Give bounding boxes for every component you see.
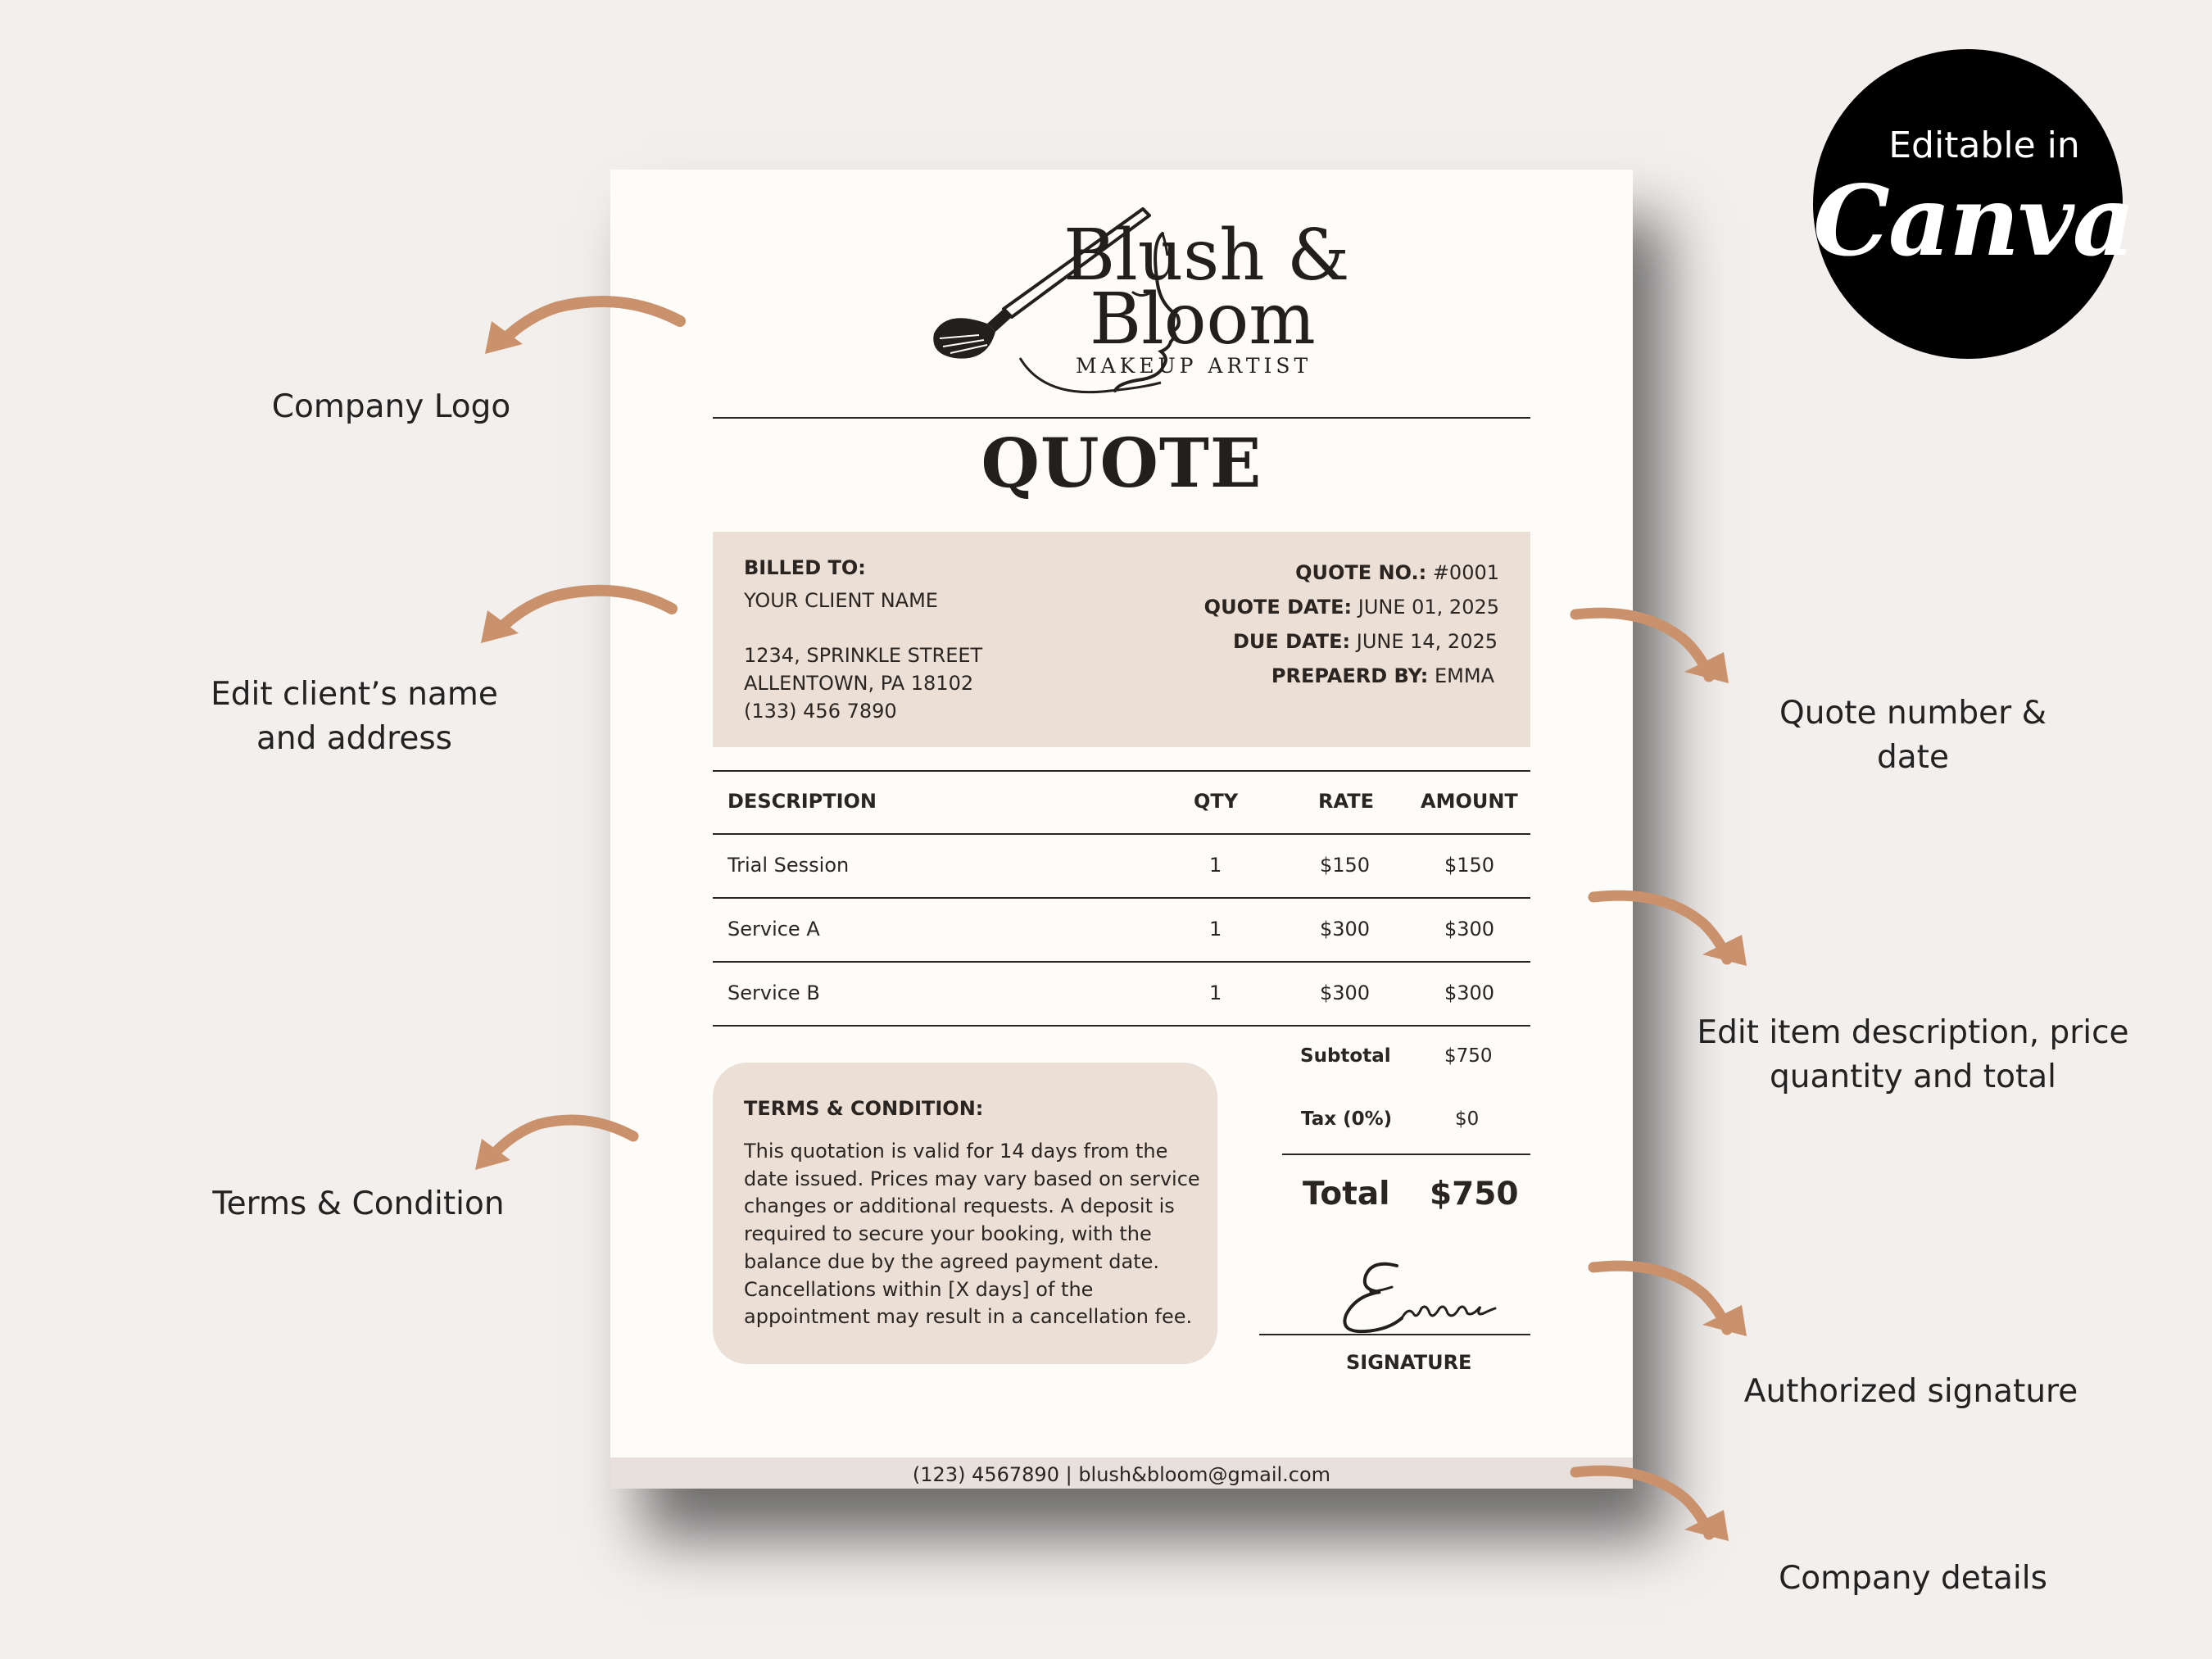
item-rate[interactable]: $150 xyxy=(1320,854,1371,877)
row-rule xyxy=(713,897,1530,899)
tax-value[interactable]: $0 xyxy=(1455,1108,1480,1130)
tax-label: Tax (0%) xyxy=(1301,1108,1393,1130)
item-rate[interactable]: $300 xyxy=(1320,981,1371,1004)
annotation-quote-number xyxy=(1749,691,2077,780)
table-top-rule xyxy=(713,770,1530,772)
signature-label: SIGNATURE xyxy=(1346,1351,1472,1374)
annotation-line: and address xyxy=(256,720,452,757)
quote-date-label: QUOTE DATE: xyxy=(1203,596,1353,619)
terms-panel xyxy=(713,1063,1217,1364)
curved-arrow-icon xyxy=(1589,887,1753,977)
quote-number-label: QUOTE NO.: xyxy=(1295,561,1427,584)
item-qty[interactable]: 1 xyxy=(1209,981,1222,1004)
table-header-rule xyxy=(713,833,1530,835)
terms-line: Cancellations within [X days] of the xyxy=(744,1277,1094,1301)
annotation-line: quantity and total xyxy=(1770,1058,2056,1095)
curved-arrow-icon xyxy=(1571,1462,1735,1552)
item-description[interactable]: Service B xyxy=(728,981,820,1004)
col-header-description: DESCRIPTION xyxy=(728,790,877,813)
col-header-qty: QTY xyxy=(1194,790,1239,813)
prepared-by-row xyxy=(1271,664,1494,687)
prepared-by-value[interactable]: EMMA xyxy=(1435,664,1494,687)
terms-text[interactable] xyxy=(744,1138,1203,1331)
annotation-company-logo: Company Logo xyxy=(271,388,511,425)
item-amount[interactable]: $300 xyxy=(1444,981,1495,1004)
editable-in-canva-badge xyxy=(1813,49,2134,359)
annotation-signature: Authorized signature xyxy=(1743,1373,2078,1410)
signature-image[interactable] xyxy=(1323,1243,1520,1341)
annotation-line: date xyxy=(1877,739,1949,776)
terms-title: TERMS & CONDITION: xyxy=(744,1097,984,1120)
quote-date-value[interactable]: JUNE 01, 2025 xyxy=(1358,596,1499,619)
terms-line: balance due by the agreed payment date. xyxy=(744,1249,1159,1273)
document-title: QUOTE xyxy=(981,424,1262,503)
item-amount[interactable]: $150 xyxy=(1444,854,1495,877)
terms-line: This quotation is valid for 14 days from the xyxy=(744,1140,1168,1163)
item-qty[interactable]: 1 xyxy=(1209,918,1222,941)
curved-arrow-icon xyxy=(465,1108,646,1181)
terms-line: changes or additional requests. A deposit is xyxy=(744,1194,1175,1218)
col-header-rate: RATE xyxy=(1318,790,1374,813)
curved-arrow-icon xyxy=(475,287,688,369)
item-description[interactable]: Trial Session xyxy=(728,854,850,877)
quote-number-value[interactable]: #0001 xyxy=(1432,561,1499,584)
badge-line1: Editable in xyxy=(1888,125,2080,166)
annotation-client xyxy=(197,673,512,761)
curved-arrow-icon xyxy=(1589,1258,1753,1348)
billing-info-panel xyxy=(713,532,1530,747)
subtotal-label: Subtotal xyxy=(1300,1045,1391,1067)
company-contact-footer[interactable]: (123) 4567890 | blush&bloom@gmail.com xyxy=(610,1457,1633,1489)
prepared-by-label: PREPAERD BY: xyxy=(1271,664,1429,687)
terms-line: date issued. Prices may vary based on service xyxy=(744,1167,1200,1190)
annotation-line: Edit client’s name xyxy=(211,676,498,713)
col-header-amount: AMOUNT xyxy=(1421,790,1518,813)
row-rule xyxy=(713,961,1530,963)
terms-line: appointment may result in a cancellation fee. xyxy=(744,1305,1193,1329)
item-qty[interactable]: 1 xyxy=(1209,854,1222,877)
annotation-terms: Terms & Condition xyxy=(212,1185,505,1222)
annotation-line: Edit item description, price xyxy=(1697,1014,2129,1051)
item-rate[interactable]: $300 xyxy=(1320,918,1371,941)
curved-arrow-icon xyxy=(1571,605,1735,695)
subtotal-value[interactable]: $750 xyxy=(1444,1045,1493,1067)
badge-line2: Canva xyxy=(1813,164,2134,278)
totals-rule xyxy=(1282,1154,1530,1155)
client-phone[interactable]: (133) 456 7890 xyxy=(744,700,897,723)
header-divider xyxy=(713,417,1530,419)
item-amount[interactable]: $300 xyxy=(1444,918,1495,941)
brand-tagline: MAKEUP ARTIST xyxy=(1076,354,1312,378)
billed-to-label: BILLED TO: xyxy=(744,556,866,579)
brand-name-line2: Bloom xyxy=(1090,279,1316,360)
row-rule xyxy=(713,1025,1530,1027)
due-date-label: DUE DATE: xyxy=(1232,630,1351,653)
client-street[interactable]: 1234, SPRINKLE STREET xyxy=(744,644,983,667)
quote-document xyxy=(610,170,1633,1489)
item-description[interactable]: Service A xyxy=(728,918,820,941)
total-label: Total xyxy=(1303,1176,1390,1213)
brand-name-line1: Blush & xyxy=(1063,215,1350,297)
annotation-line: Quote number & xyxy=(1779,695,2047,732)
total-value[interactable]: $750 xyxy=(1430,1176,1519,1213)
signature-line xyxy=(1259,1334,1530,1335)
due-date-value[interactable]: JUNE 14, 2025 xyxy=(1356,630,1498,653)
quote-date-row xyxy=(1204,596,1499,619)
client-city[interactable]: ALLENTOWN, PA 18102 xyxy=(744,672,974,695)
curved-arrow-icon xyxy=(471,576,684,658)
client-name[interactable]: YOUR CLIENT NAME xyxy=(744,589,938,612)
due-date-row xyxy=(1233,630,1498,653)
quote-number-row xyxy=(1295,561,1499,584)
annotation-company-details: Company details xyxy=(1779,1560,2047,1597)
annotation-items xyxy=(1679,1011,2146,1099)
terms-line: required to secure your booking, with the xyxy=(744,1222,1152,1246)
